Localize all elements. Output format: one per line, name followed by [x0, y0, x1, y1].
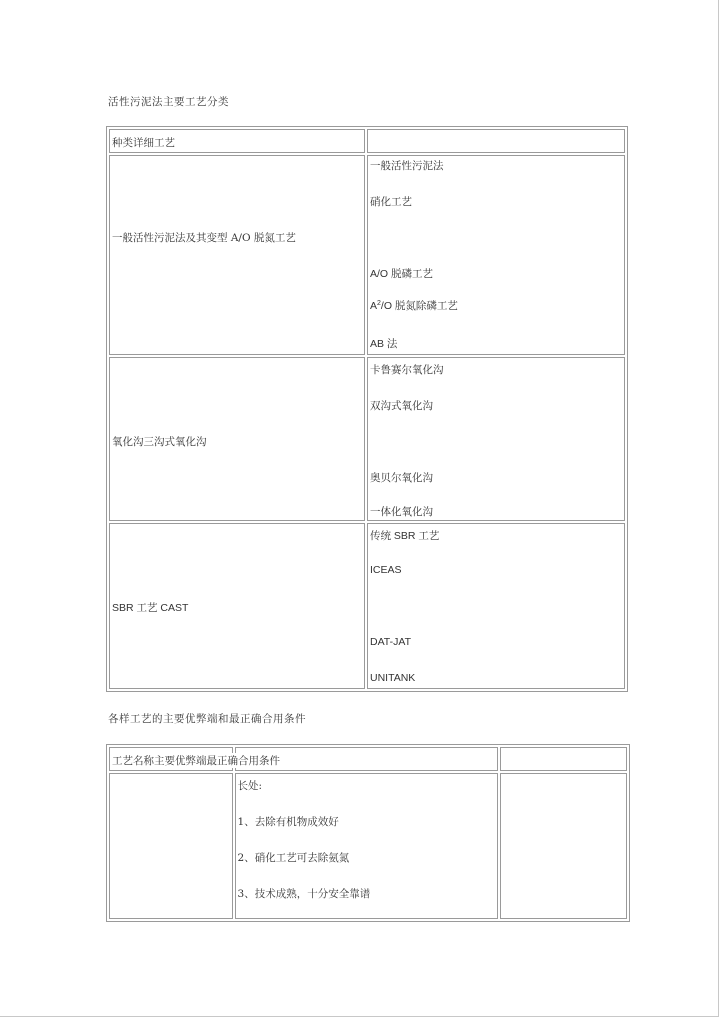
- advantages-label: 长处:: [237, 780, 263, 792]
- category-cell-sbr: [109, 523, 365, 689]
- process-name-cell: [109, 773, 233, 919]
- category-label: 一般活性污泥法及其变型 A/O 脱氮工艺: [112, 232, 296, 244]
- process-item: 奥贝尔氧化沟: [370, 472, 433, 484]
- header-label: 种类详细工艺: [112, 137, 175, 149]
- section2-title: 各样工艺的主要优弊端和最正确合用条件: [108, 713, 306, 725]
- category-label: SBR 工艺 CAST: [112, 602, 189, 614]
- header-cell-conditions: [500, 747, 627, 771]
- section1-title: 活性污泥法主要工艺分类: [108, 96, 229, 108]
- process-item: A/O 脱磷工艺: [370, 268, 434, 280]
- process-item: UNITANK: [370, 672, 416, 684]
- advantage-item: 3、技术成熟，十分安全靠谱: [237, 888, 371, 900]
- items-cell-activated-sludge: [367, 155, 625, 355]
- category-label: 氧化沟三沟式氧化沟: [112, 436, 207, 448]
- process-item: 一般活性污泥法: [370, 160, 444, 172]
- header-cell-empty: [367, 129, 625, 153]
- process-classification-table: [106, 126, 628, 692]
- process-item: ICEAS: [370, 564, 402, 576]
- process-item: DAT-JAT: [370, 636, 412, 648]
- advantage-item: 2、硝化工艺可去除氨氮: [237, 852, 350, 864]
- process-item: 硝化工艺: [370, 196, 412, 208]
- process-item: 传统 SBR 工艺: [370, 530, 440, 542]
- items-cell-sbr: [367, 523, 625, 689]
- process-item: AB 法: [370, 338, 398, 350]
- items-cell-oxidation-ditch: [367, 357, 625, 521]
- process-item: 双沟式氧化沟: [370, 400, 433, 412]
- process-comparison-table: [106, 744, 630, 922]
- category-cell-activated-sludge: [109, 155, 365, 355]
- pros-cons-cell: [235, 773, 499, 919]
- header-cell-name: [109, 747, 280, 771]
- header-cell-category: [109, 129, 365, 153]
- header-label: 工艺名称主要优弊端最正确合用条件: [112, 755, 280, 767]
- process-item: 一体化氧化沟: [370, 506, 433, 518]
- conditions-cell: [500, 773, 627, 919]
- category-cell-oxidation-ditch: [109, 357, 365, 521]
- process-item: 卡鲁赛尔氧化沟: [370, 364, 444, 376]
- advantage-item: 1、去除有机物成效好: [237, 816, 339, 828]
- process-item-a2o: $A^2/O$ 脱氮除磷工艺: [370, 300, 458, 312]
